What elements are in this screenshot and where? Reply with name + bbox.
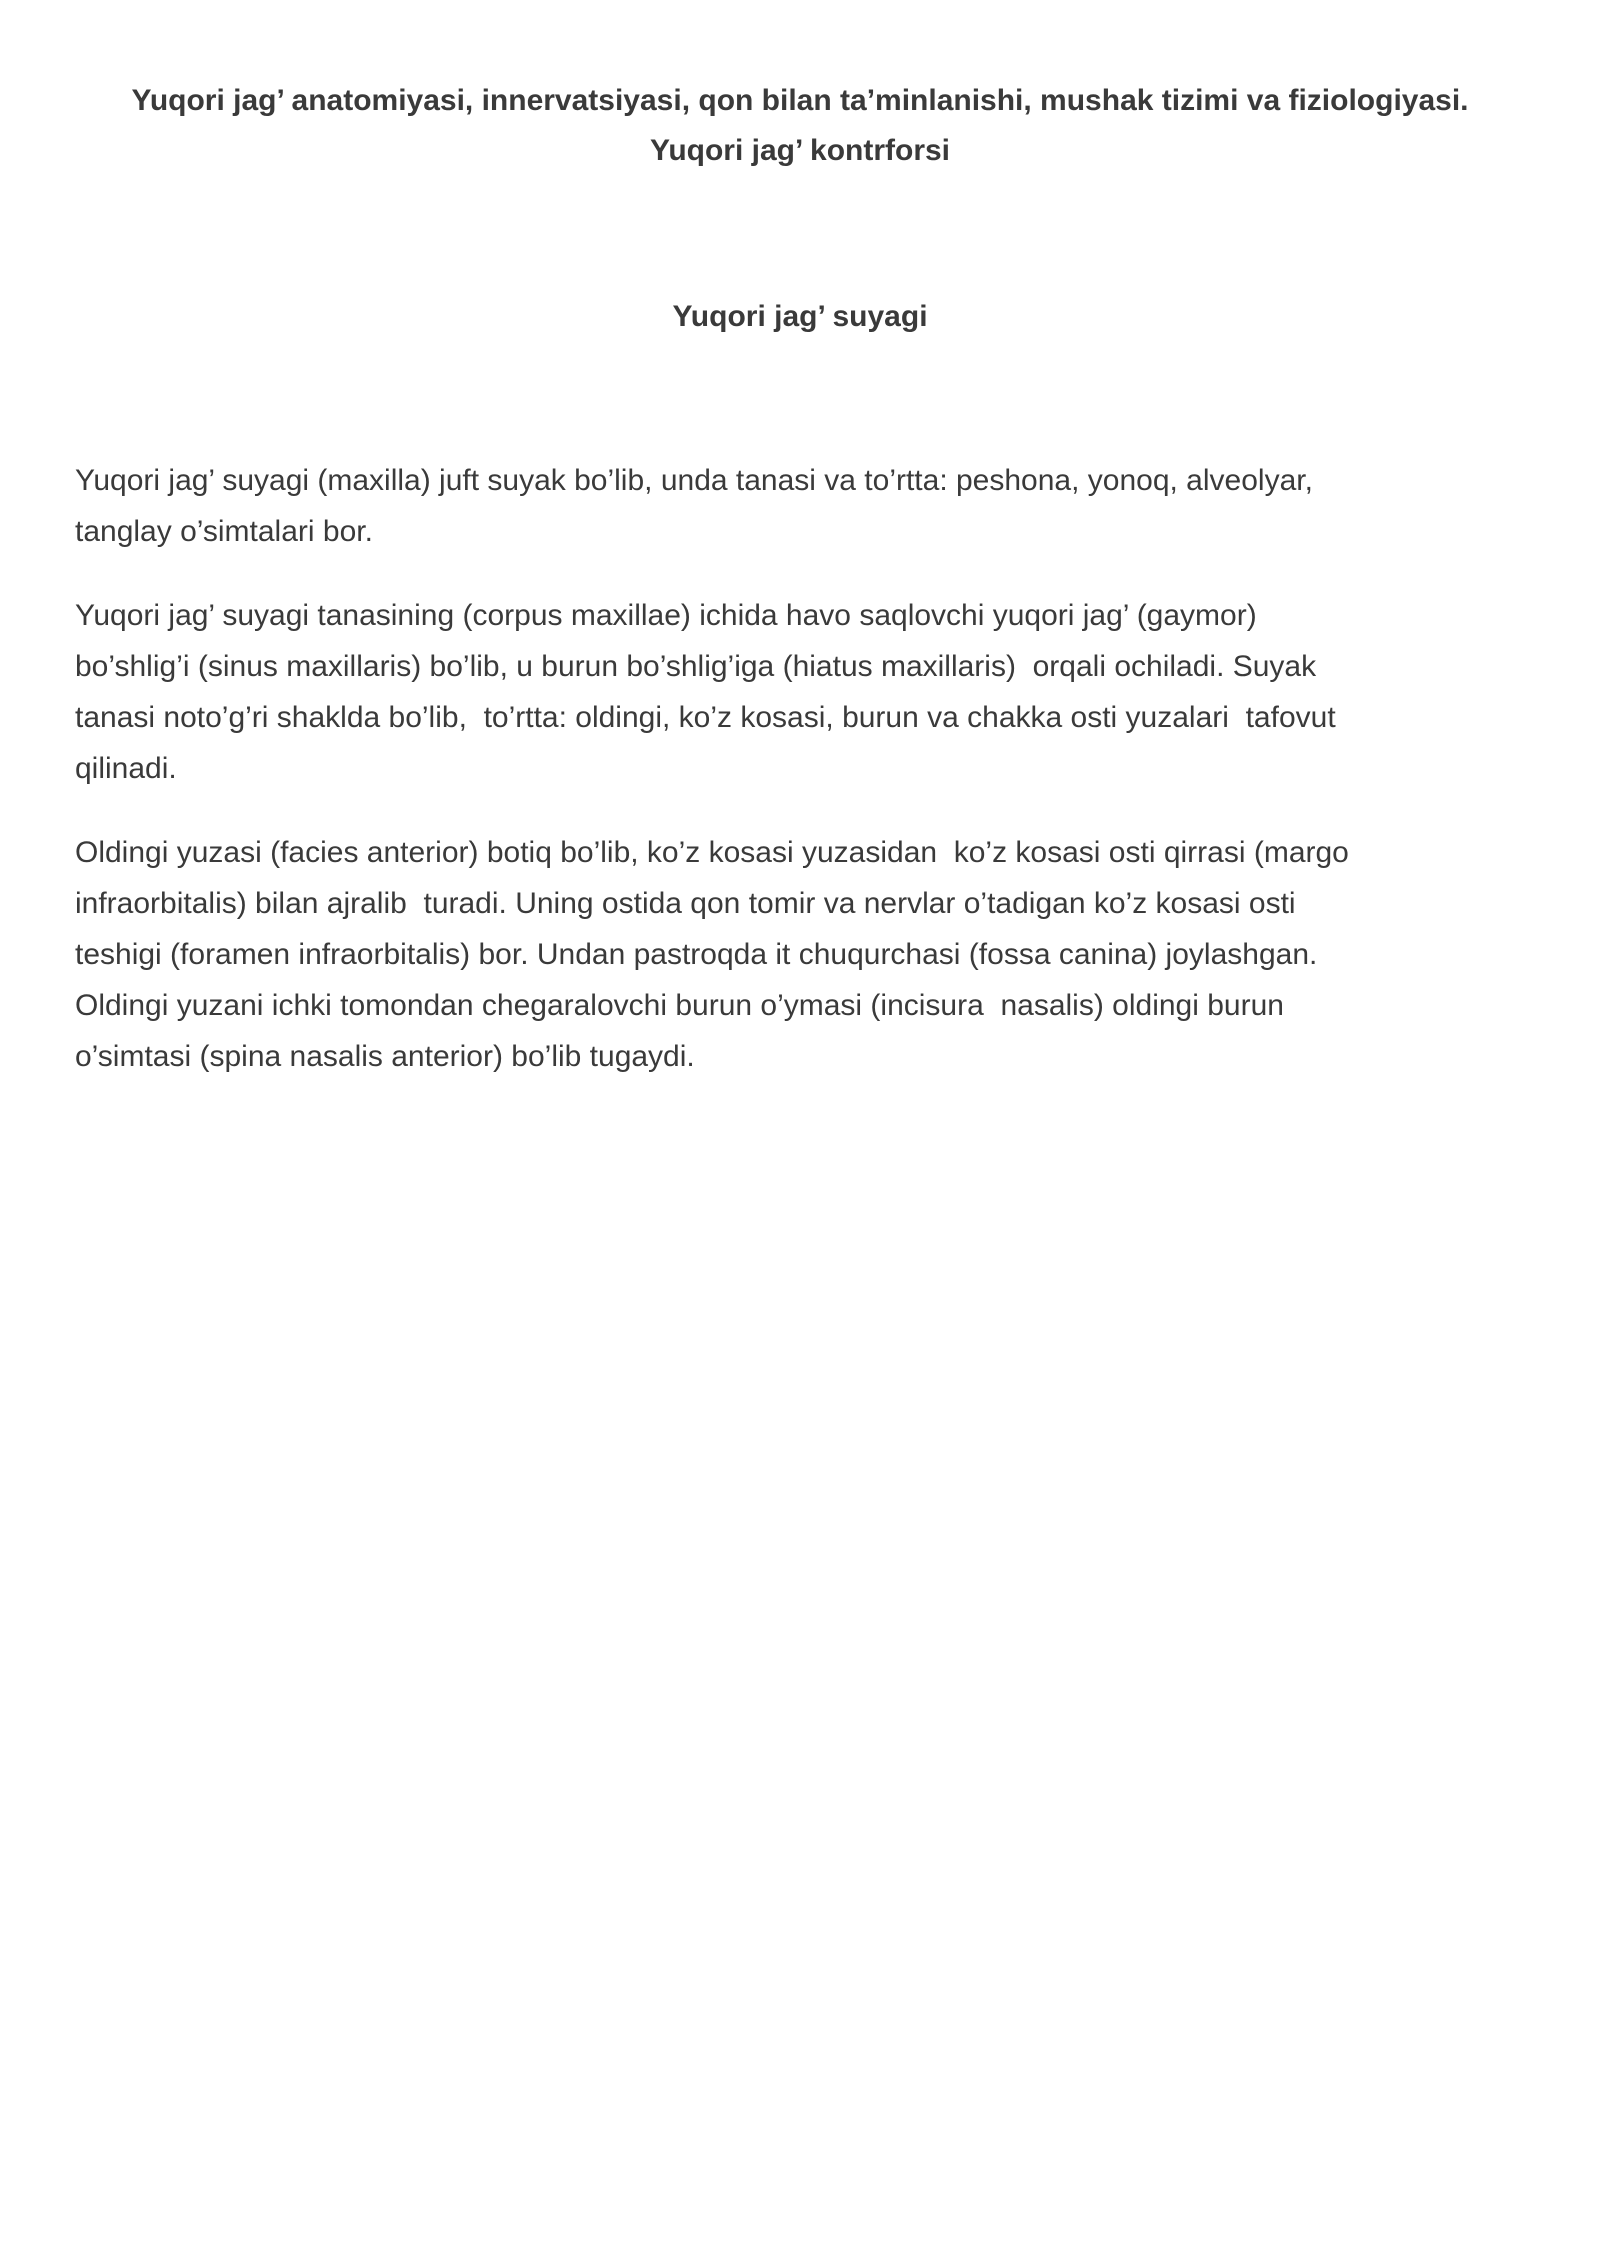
- paragraph: [75, 455, 1535, 557]
- paragraph-line: teshigi (foramen infraorbitalis) bor. Undan pastroqda it chuqurchasi (fossa canina) joylashgan.: [75, 938, 1318, 971]
- paragraph: [75, 827, 1535, 1082]
- paragraph-line: Yuqori jag’ suyagi tanasining (corpus maxillae) ichida havo saqlovchi yuqori jag’ (gaymor): [75, 599, 1257, 632]
- paragraph-line: Oldingi yuzani ichki tomondan chegaralovchi burun o’ymasi (incisura nasalis) oldingi burun: [75, 989, 1284, 1022]
- paragraph-line: o’simtasi (spina nasalis anterior) bo’lib tugaydi.: [75, 1040, 695, 1073]
- document-body: [75, 455, 1535, 1115]
- paragraph-line: bo’shlig’i (sinus maxillaris) bo’lib, u burun bo’shlig’iga (hiatus maxillaris) orqali ochiladi. Suyak: [75, 650, 1317, 683]
- paragraph-line: Yuqori jag’ suyagi (maxilla) juft suyak bo’lib, unda tanasi va to’rtta: peshona, yonoq, alveolyar,: [75, 464, 1313, 497]
- document-title: [0, 76, 1600, 176]
- paragraph-line: infraorbitalis) bilan ajralib turadi. Uning ostida qon tomir va nervlar o’tadigan ko’z kosasi osti: [75, 887, 1296, 920]
- paragraph-line: tanasi noto’g’ri shaklda bo’lib, to’rtta: oldingi, ko’z kosasi, burun va chakka osti yuzalari tafovut: [75, 701, 1336, 734]
- title-line: Yuqori jag’ anatomiyasi, innervatsiyasi, qon bilan ta’minlanishi, mushak tizimi va fiziologiyasi.: [131, 84, 1469, 117]
- paragraph-line: tanglay o’simtalari bor.: [75, 515, 373, 548]
- paragraph-line: Oldingi yuzasi (facies anterior) botiq bo’lib, ko’z kosasi yuzasidan ko’z kosasi osti qirrasi (margo: [75, 836, 1349, 869]
- paragraph: [75, 590, 1535, 794]
- title-line: Yuqori jag’ kontrforsi: [649, 134, 951, 167]
- paragraph-line: qilinadi.: [75, 752, 177, 785]
- section-heading: Yuqori jag’ suyagi: [672, 300, 928, 333]
